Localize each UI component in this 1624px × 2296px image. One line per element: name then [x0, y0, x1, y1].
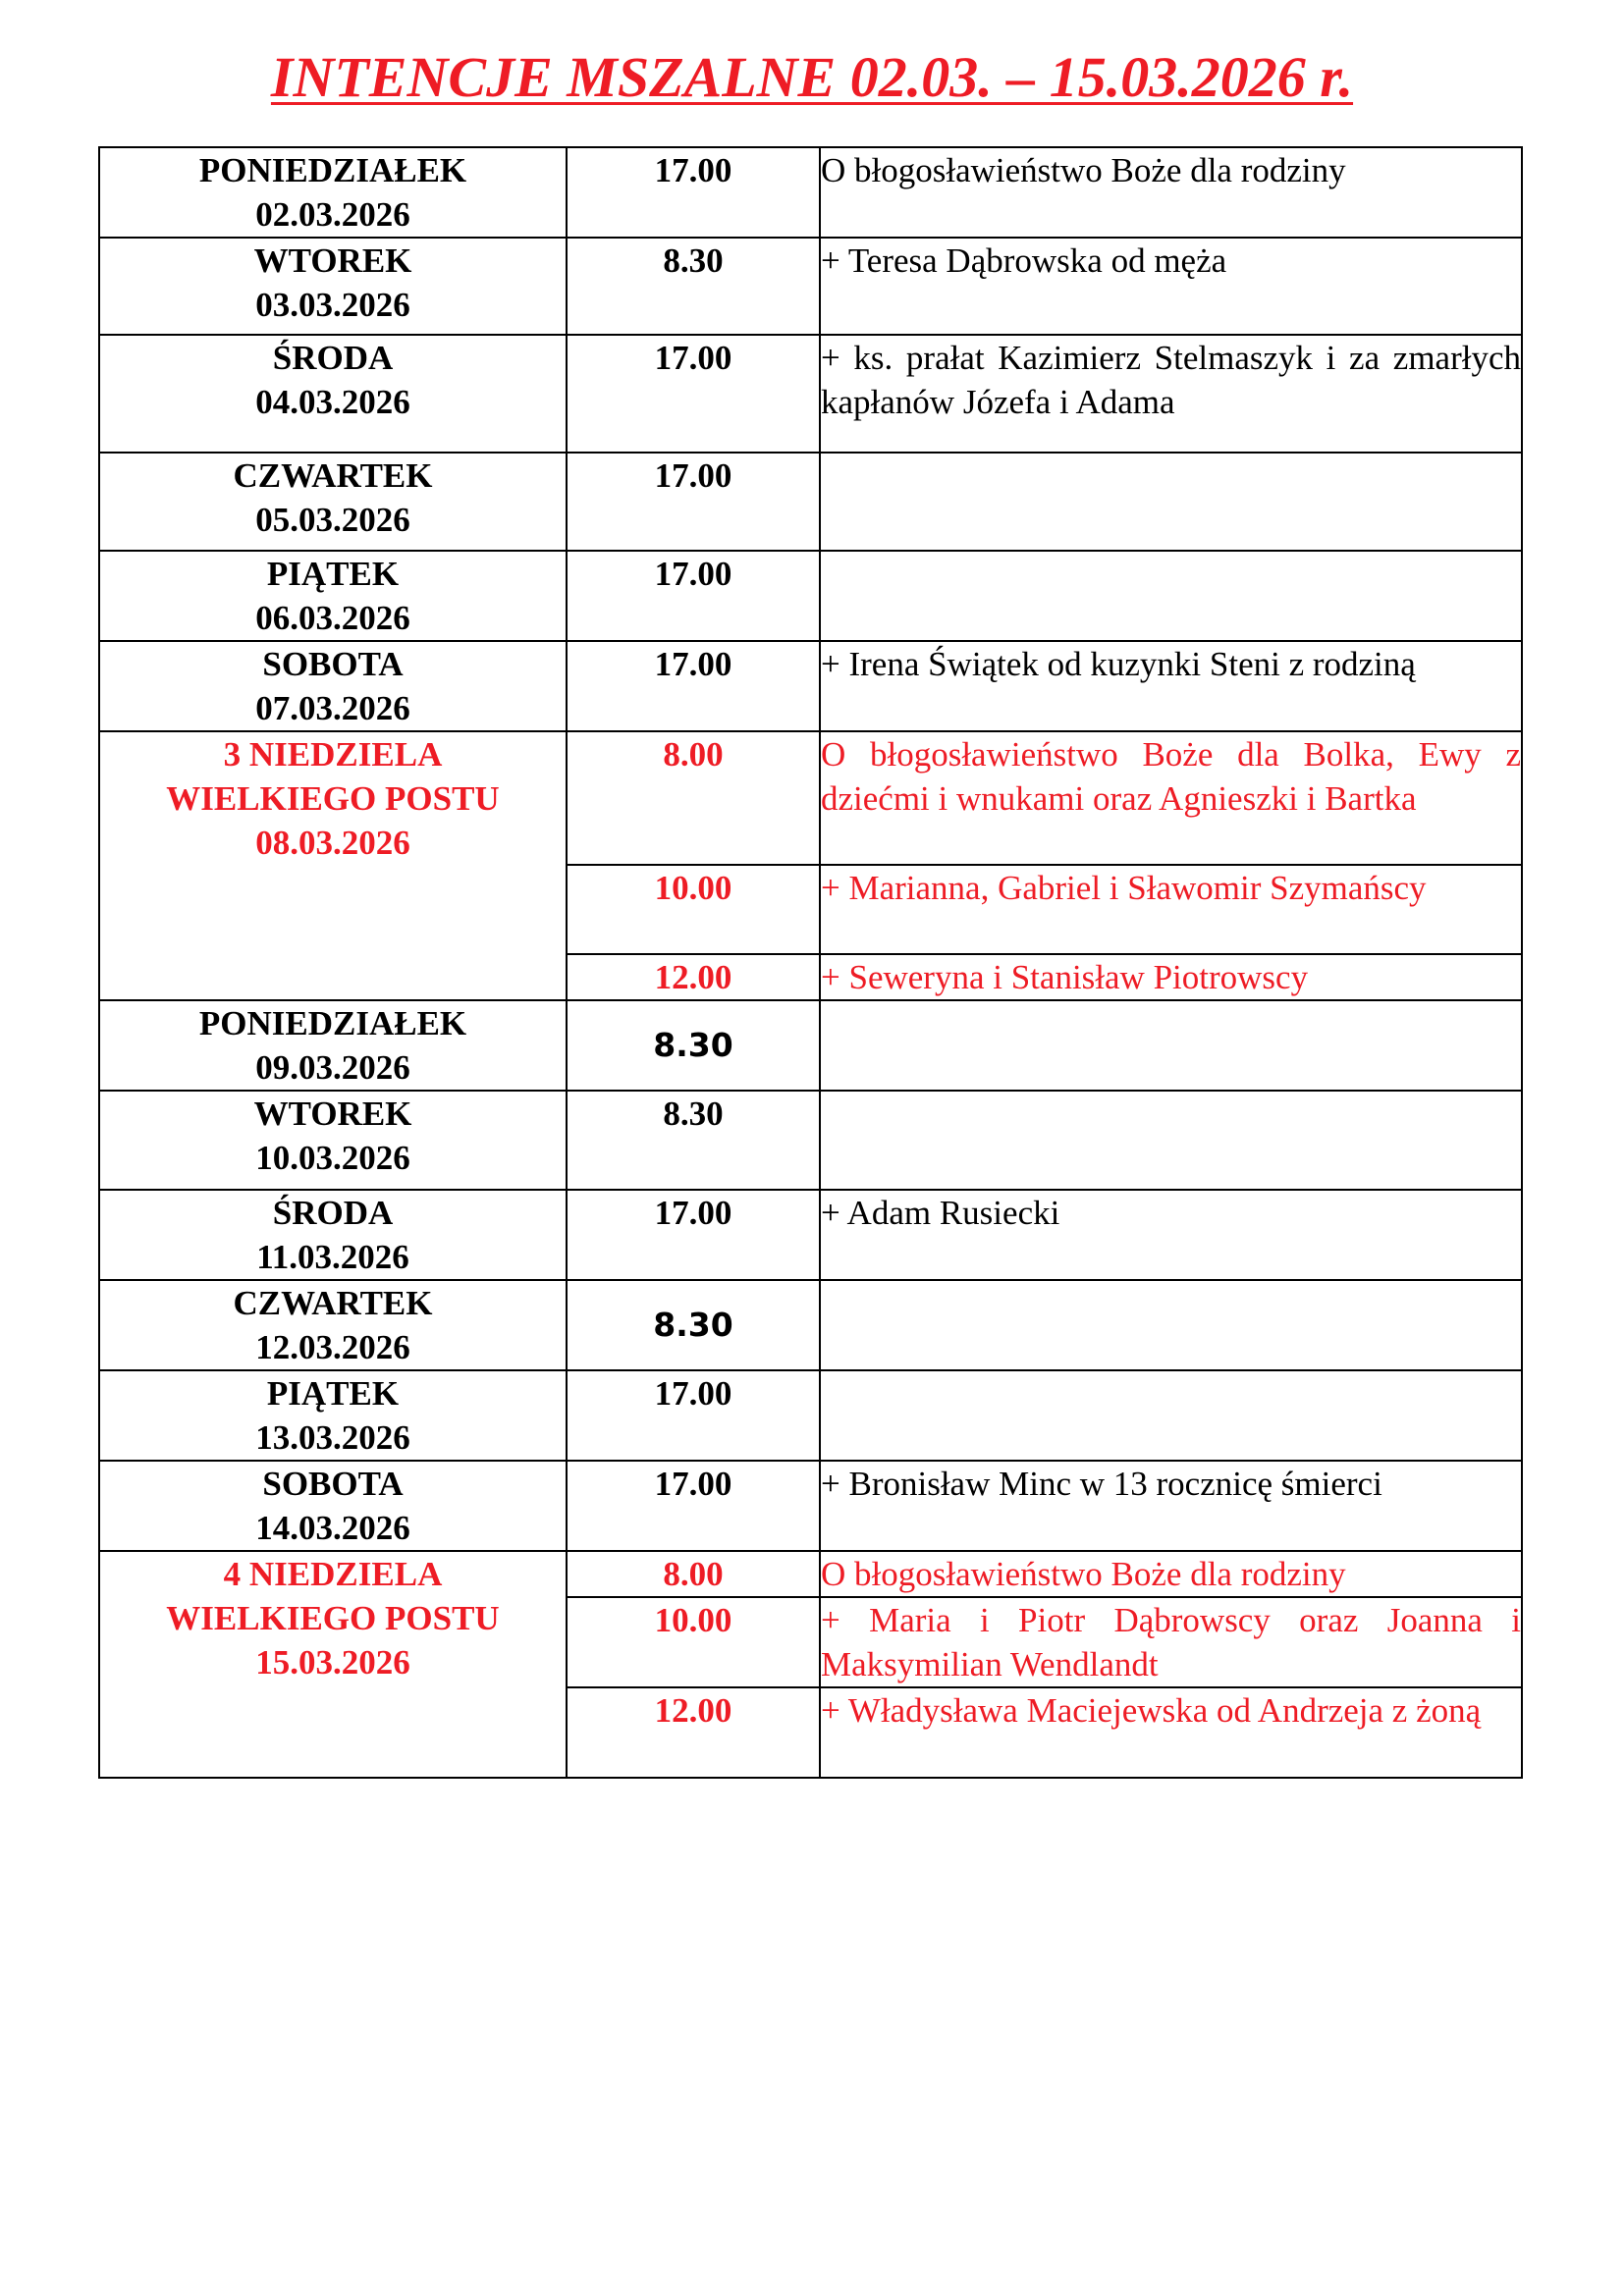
- mass-time: 8.00: [567, 1551, 820, 1597]
- day-name: PONIEDZIAŁEK: [198, 151, 467, 189]
- day-date: 08.03.2026: [255, 824, 410, 862]
- mass-time: 12.00: [567, 954, 820, 1000]
- day-cell: [99, 551, 567, 641]
- mass-time: 17.00: [567, 551, 820, 641]
- table-row: [99, 1370, 1522, 1461]
- day-cell: [99, 238, 567, 335]
- table-row: [99, 641, 1522, 731]
- day-date: 02.03.2026: [255, 195, 410, 234]
- day-date: 09.03.2026: [255, 1048, 410, 1087]
- mass-intention: + Maria i Piotr Dąbrowscy oraz Joanna i Maksymilian Wendlandt: [820, 1597, 1522, 1687]
- mass-intention: [820, 551, 1522, 641]
- day-name: SOBOTA: [262, 645, 404, 683]
- day-date: 10.03.2026: [255, 1139, 410, 1177]
- page-title: INTENCJE MSZALNE 02.03. – 15.03.2026 r.: [270, 45, 1354, 109]
- day-date: 12.03.2026: [255, 1328, 410, 1366]
- mass-time: 8.30: [567, 238, 820, 335]
- day-name: ŚRODA: [272, 1194, 394, 1232]
- day-cell: [99, 1190, 567, 1280]
- mass-intention: [820, 1000, 1522, 1091]
- sunday-cell: [99, 1551, 567, 1778]
- mass-intention: [820, 1091, 1522, 1190]
- day-date: 15.03.2026: [255, 1643, 410, 1682]
- mass-time: 17.00: [567, 1370, 820, 1461]
- mass-intention: + Seweryna i Stanisław Piotrowscy: [820, 954, 1522, 1000]
- mass-intention: + Irena Świątek od kuzynki Steni z rodziną: [820, 641, 1522, 731]
- table-row: [99, 1091, 1522, 1190]
- day-name-line2: WIELKIEGO POSTU: [166, 779, 500, 818]
- mass-time: 8.30: [567, 1280, 820, 1370]
- table-row: [99, 1280, 1522, 1370]
- day-name: PONIEDZIAŁEK: [198, 1004, 467, 1042]
- mass-intention: + Marianna, Gabriel i Sławomir Szymańscy: [820, 865, 1522, 954]
- mass-time: 17.00: [567, 335, 820, 453]
- mass-intention: O błogosławieństwo Boże dla Bolka, Ewy z dziećmi i wnukami oraz Agnieszki i Bartka: [820, 731, 1522, 865]
- day-cell: [99, 335, 567, 453]
- mass-intention: [820, 1370, 1522, 1461]
- mass-intention: + ks. prałat Kazimierz Stelmaszyk i za zmarłych kapłanów Józefa i Adama: [820, 335, 1522, 453]
- mass-time: 17.00: [567, 453, 820, 551]
- intentions-table: [98, 146, 1523, 1779]
- day-cell: [99, 641, 567, 731]
- mass-time: 17.00: [567, 1461, 820, 1551]
- mass-time: 17.00: [567, 1190, 820, 1280]
- mass-time: 17.00: [567, 147, 820, 238]
- mass-intention: O błogosławieństwo Boże dla rodziny: [820, 1551, 1522, 1597]
- day-name: CZWARTEK: [233, 456, 433, 495]
- day-name: WTOREK: [253, 241, 412, 280]
- mass-time: 17.00: [567, 641, 820, 731]
- sunday-cell: [99, 731, 567, 1000]
- mass-intention: [820, 453, 1522, 551]
- table-row: [99, 453, 1522, 551]
- day-cell: [99, 1370, 567, 1461]
- mass-intention: [820, 1280, 1522, 1370]
- day-name: SOBOTA: [262, 1465, 404, 1503]
- day-date: 14.03.2026: [255, 1509, 410, 1547]
- day-cell: [99, 1091, 567, 1190]
- day-cell: [99, 1280, 567, 1370]
- day-date: 05.03.2026: [255, 501, 410, 539]
- mass-intention: + Władysława Maciejewska od Andrzeja z żoną: [820, 1687, 1522, 1778]
- mass-intention: + Adam Rusiecki: [820, 1190, 1522, 1280]
- day-cell: [99, 1000, 567, 1091]
- table-row: [99, 1461, 1522, 1551]
- day-date: 07.03.2026: [255, 689, 410, 727]
- mass-time: 10.00: [567, 1597, 820, 1687]
- mass-intention: O błogosławieństwo Boże dla rodziny: [820, 147, 1522, 238]
- day-cell: [99, 453, 567, 551]
- day-name-line2: WIELKIEGO POSTU: [166, 1599, 500, 1637]
- table-row: [99, 731, 1522, 865]
- table-row: [99, 1000, 1522, 1091]
- day-name: ŚRODA: [272, 339, 394, 377]
- mass-time: 8.00: [567, 731, 820, 865]
- day-date: 06.03.2026: [255, 599, 410, 637]
- day-date: 13.03.2026: [255, 1418, 410, 1457]
- day-name: PIĄTEK: [266, 1374, 400, 1413]
- day-date: 11.03.2026: [256, 1238, 409, 1276]
- table-row: [99, 1551, 1522, 1597]
- table-row: [99, 551, 1522, 641]
- mass-time: 12.00: [567, 1687, 820, 1778]
- mass-time: 8.30: [567, 1091, 820, 1190]
- day-cell: [99, 1461, 567, 1551]
- mass-intention: + Bronisław Minc w 13 rocznicę śmierci: [820, 1461, 1522, 1551]
- table-row: [99, 147, 1522, 238]
- day-name: PIĄTEK: [266, 555, 400, 593]
- day-name: CZWARTEK: [233, 1284, 433, 1322]
- day-date: 04.03.2026: [255, 383, 410, 421]
- day-cell: [99, 147, 567, 238]
- mass-intention: + Teresa Dąbrowska od męża: [820, 238, 1522, 335]
- table-row: [99, 1190, 1522, 1280]
- day-date: 03.03.2026: [255, 286, 410, 324]
- table-row: [99, 238, 1522, 335]
- table-row: [99, 335, 1522, 453]
- day-name: WTOREK: [253, 1095, 412, 1133]
- day-name: 3 NIEDZIELA: [223, 735, 443, 774]
- mass-time: 10.00: [567, 865, 820, 954]
- day-name: 4 NIEDZIELA: [223, 1555, 443, 1593]
- mass-time: 8.30: [567, 1000, 820, 1091]
